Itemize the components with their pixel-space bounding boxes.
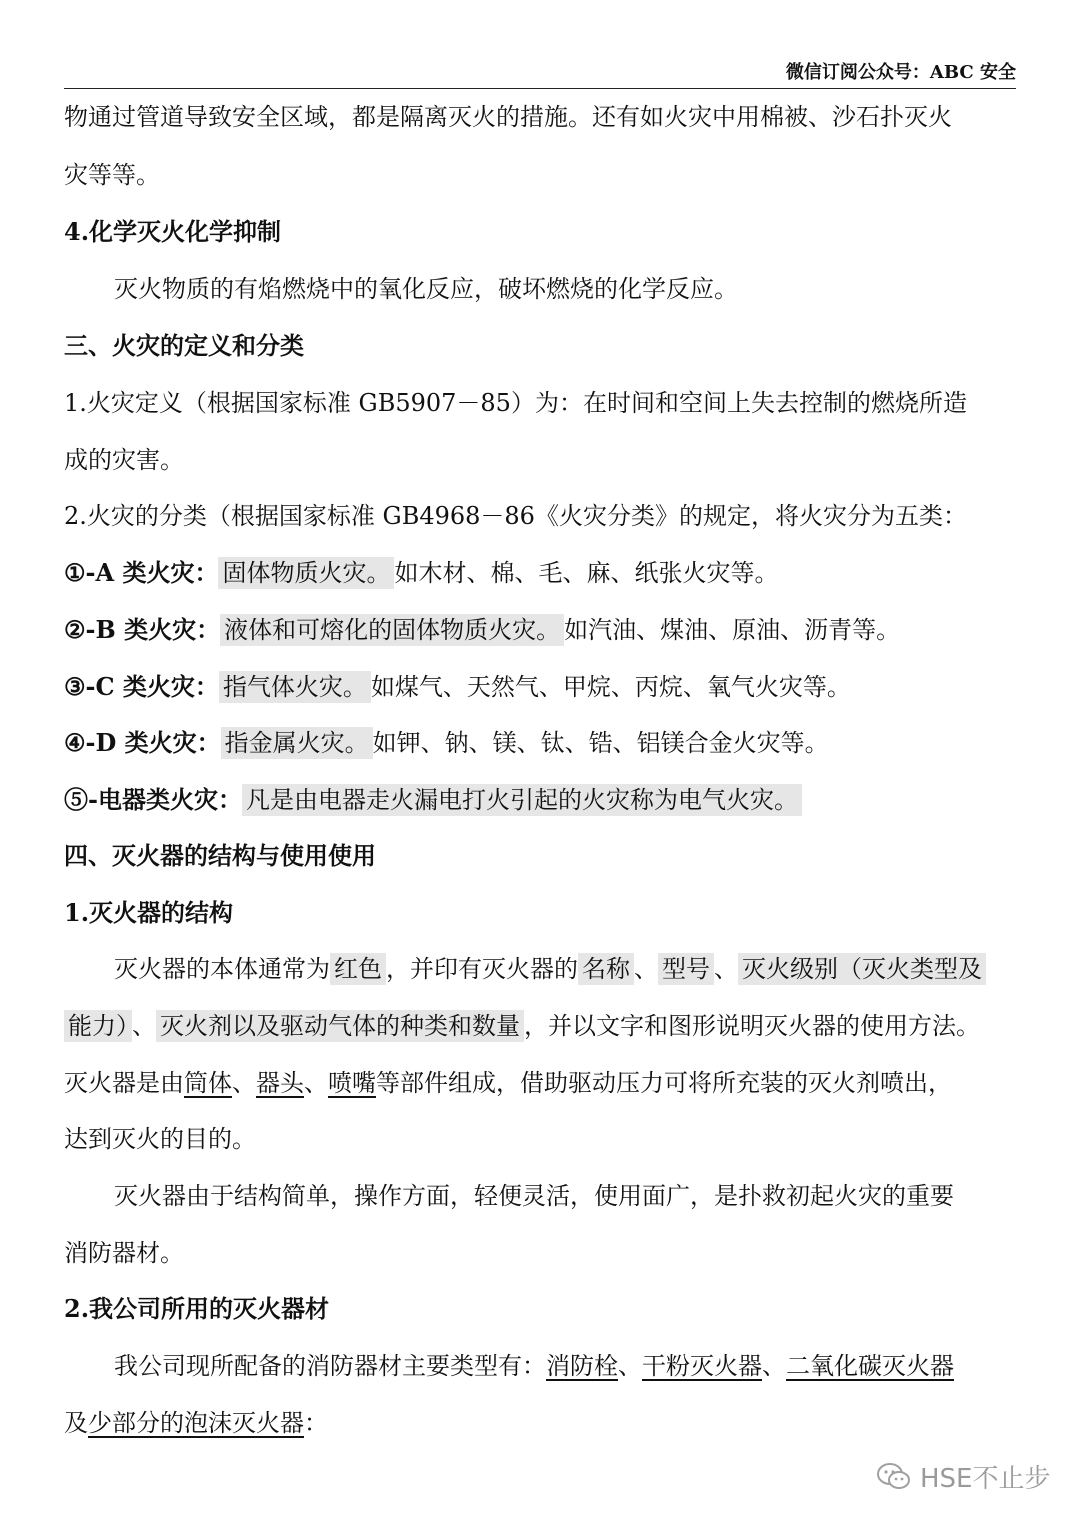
fire-class-label: ⑤-电器类火灾： — [64, 785, 242, 814]
text-run: 灭火器是由 — [64, 1069, 184, 1097]
highlight-agent: 灭火剂以及驱动气体的种类和数量 — [156, 1010, 524, 1042]
underlined-nozzle: 喷嘴 — [328, 1069, 376, 1097]
fire-class-highlight: 液体和可熔化的固体物质火灾。 — [220, 614, 564, 646]
text-run: ，并以文字和图形说明灭火器的使用方法。 — [524, 1012, 980, 1040]
fire-class-highlight: 凡是由电器走火漏电打火引起的火灾称为电气火灾。 — [242, 784, 802, 816]
fire-class-label: ④-D 类火灾： — [64, 728, 221, 757]
fire-class-item — [64, 726, 1024, 760]
publisher-label: 微信订阅公众号：ABC 安全 — [785, 62, 1016, 83]
paragraph-line — [64, 1066, 1024, 1100]
highlight-model: 型号 — [658, 953, 714, 985]
heading-chemical-suppression: 4.化学灭火化学抑制 — [64, 217, 282, 246]
wechat-icon — [876, 1462, 912, 1492]
paragraph-line — [114, 1349, 1074, 1383]
text-run: 、 — [304, 1069, 328, 1097]
paragraph-line: 灭火器由于结构简单，操作方面，轻便灵活，使用面广，是扑救初起火灾的重要 — [114, 1182, 954, 1210]
text-run: 、 — [232, 1069, 256, 1097]
section-heading-fire-definition: 三、火灾的定义和分类 — [64, 331, 304, 360]
fire-class-item — [64, 670, 1024, 704]
fire-class-item — [64, 783, 1024, 817]
paragraph-line: 物通过管道导致安全区域，都是隔离灭火的措施。还有如火灾中用棉被、沙石扑灭火 — [64, 103, 952, 131]
text-run: 、 — [132, 1012, 156, 1040]
fire-class-highlight: 固体物质火灾。 — [218, 557, 394, 589]
underlined-cylinder: 筒体 — [184, 1069, 232, 1097]
paragraph-line: 1.火灾定义（根据国家标准 GB5907－85）为：在时间和空间上失去控制的燃烧所造 — [64, 389, 967, 417]
fire-class-examples: 如汽油、煤油、原油、沥青等。 — [564, 616, 901, 644]
fire-class-item — [64, 556, 1024, 590]
text-run: 我公司现所配备的消防器材主要类型有： — [114, 1352, 546, 1380]
paragraph-line: 达到灭火的目的。 — [64, 1125, 256, 1153]
text-run: 、 — [714, 955, 738, 983]
paragraph-line: 成的灾害。 — [64, 446, 184, 474]
fire-class-label: ②-B 类火灾： — [64, 615, 221, 644]
fire-class-label: ③-C 类火灾： — [64, 672, 219, 701]
underlined-foam: 少部分的泡沫灭火器 — [88, 1409, 304, 1437]
underlined-powder: 干粉灭火器 — [642, 1352, 762, 1380]
highlight-red: 红色 — [330, 953, 386, 985]
fire-class-highlight: 指气体火灾。 — [219, 671, 371, 703]
section-heading-extinguisher: 四、灭火器的结构与使用使用 — [64, 841, 376, 870]
fire-class-examples: 如木材、棉、毛、麻、纸张火灾等。 — [394, 559, 779, 587]
watermark-text: HSE不止步 — [920, 1464, 1051, 1494]
fire-class-highlight: 指金属火灾。 — [221, 727, 373, 759]
text-run: 、 — [762, 1352, 786, 1380]
paragraph-line: 2.火灾的分类（根据国家标准 GB4968－86《火灾分类》的规定，将火灾分为五类： — [64, 502, 967, 530]
paragraph-line: 灭火物质的有焰燃烧中的氧化反应，破坏燃烧的化学反应。 — [114, 275, 738, 303]
paragraph-line: 灾等等。 — [64, 161, 160, 189]
text-run: 灭火器的本体通常为 — [114, 955, 330, 983]
page-header — [64, 58, 1016, 89]
heading-company-equipment: 2.我公司所用的灭火器材 — [64, 1294, 330, 1323]
highlight-name: 名称 — [578, 953, 634, 985]
text-run: 及 — [64, 1409, 88, 1437]
underlined-co2: 二氧化碳灭火器 — [786, 1352, 954, 1380]
heading-extinguisher-structure: 1.灭火器的结构 — [64, 898, 234, 927]
fire-class-examples: 如煤气、天然气、甲烷、丙烷、氧气火灾等。 — [370, 673, 851, 701]
text-run: 、 — [634, 955, 658, 983]
paragraph-line — [64, 1406, 1024, 1440]
text-run: ： — [304, 1409, 328, 1437]
text-run: 等部件组成，借助驱动压力可将所充装的灭火剂喷出， — [376, 1069, 952, 1097]
underlined-head: 器头 — [256, 1069, 304, 1097]
highlight-rating: 灭火级别（灭火类型及 — [738, 953, 986, 985]
paragraph-line — [114, 952, 1074, 986]
paragraph-line — [64, 1009, 1024, 1043]
fire-class-examples: 如钾、钠、镁、钛、锆、铝镁合金火灾等。 — [372, 729, 829, 757]
fire-class-label: ①-A 类火灾： — [64, 558, 219, 587]
watermark — [876, 1458, 1050, 1495]
underlined-hydrant: 消防栓 — [546, 1352, 618, 1380]
paragraph-line: 消防器材。 — [64, 1239, 184, 1267]
text-run: ，并印有灭火器的 — [386, 955, 578, 983]
highlight-capacity: 能力） — [64, 1010, 132, 1042]
text-run: 、 — [618, 1352, 642, 1380]
fire-class-item — [64, 613, 1024, 647]
